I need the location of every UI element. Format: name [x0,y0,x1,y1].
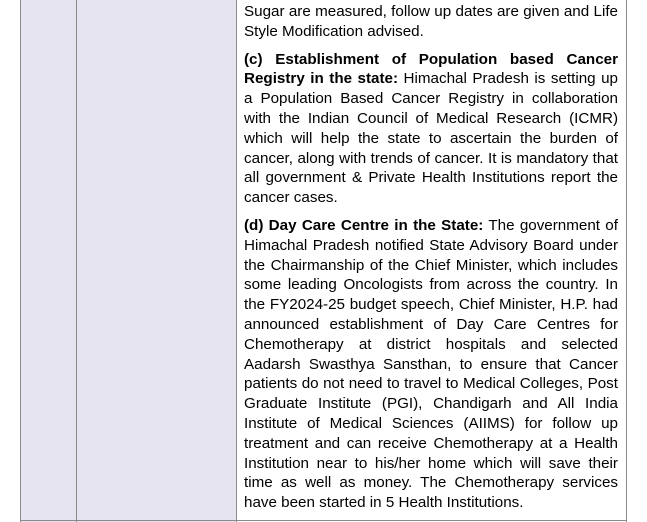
table-column-item [77,0,237,522]
section-d-paragraph [244,216,618,513]
section-c-heading: (c) Establishment of Population based Cancer Registry in the state: [244,50,618,88]
section-c-paragraph [244,50,618,208]
section-c-body: Himachal Pradesh is setting up a Population Based Cancer Registry in collaboration with the Indian Council of Medical Research (ICMR) which will help the state to ascertain the burden of cancer, along with trends of cancer. It is mandatory that all government & Private Health Institutions report the cancer cases. [244,70,618,207]
intro-paragraph: Sugar are measured, follow up dates are given and Life Style Modification advised. [244,3,618,40]
table-border-bottom [20,520,627,521]
description-text [244,2,618,513]
section-d-body: The government of Himachal Pradesh notified State Advisory Board under the Chairmanship of the Chief Minister, which includes some leading Oncologists from across the country. In the FY2024-25 budget speech, Chief Minister, H.P. had announced establishment of Day Care Centres for Chemotherapy at district hospitals and selected Aadarsh Swasthya Sansthan, to ensure that Cancer patients do not need to travel to Medical Colleges, Post Graduate Institute (PGI), Chandigarh and All India Institute of Medical Sciences (AIIMS) for follow up treatment and can receive Chemotherapy at a Health Institution near to his/her home which will save their time as well as money. The Chemotherapy services have been started in 5 Health Institutions. [244,216,618,512]
section-d-heading: (d) Day Care Centre in the State: [244,216,484,234]
table-column-serial [20,0,77,522]
